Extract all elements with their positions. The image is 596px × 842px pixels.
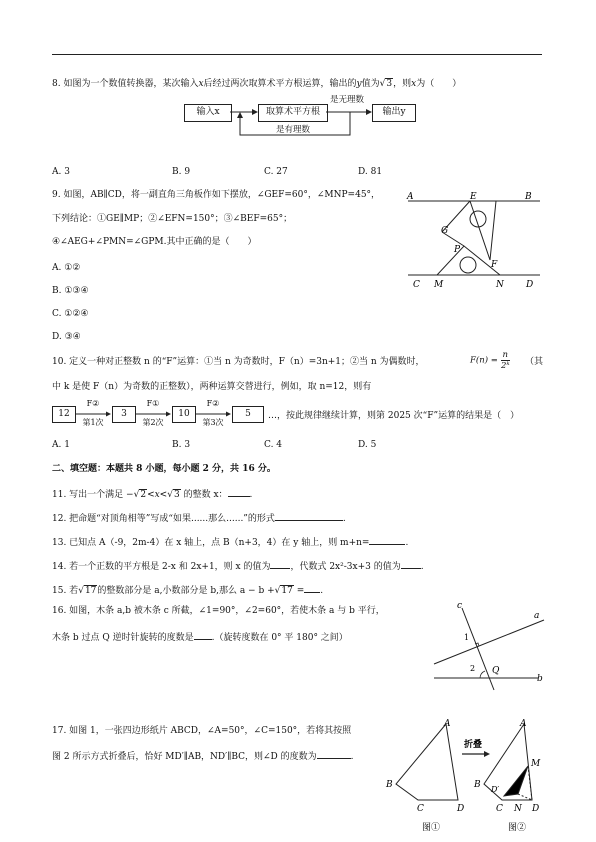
q10-line2: 中 k 是使 F（n）为奇数的正整数），两种运算交替进行，例如，取 n=12，则有 <box>52 382 372 392</box>
q11: 11. 写出一个满足 −√2<x<√3 的整数 x： . <box>52 486 252 501</box>
chain-step-2: 第2次 <box>142 418 164 427</box>
q16-line1: 16. 如图，木条 a,b 被木条 c 所截，∠1=90°，∠2=60°，若使木条 a 与 b 平行， <box>52 606 385 616</box>
q16-label-q: Q <box>492 666 500 676</box>
q9-option-a: A. ①② <box>52 263 81 273</box>
q9-label-e: E <box>470 192 477 202</box>
q15: 15. 若√17的整数部分是 a,小数部分是 b,那么 a − b +√17 = . <box>52 582 323 597</box>
q13-text: 13. 已知点 A（-9，2m-4）在 x 轴上，点 B（n+3，4）在 y 轴上，则 m+n= <box>52 538 370 548</box>
q17-period: . <box>350 752 354 762</box>
q9-line2: 下列结论：①GE∥MP；②∠EFN=150°；③∠BEF=65°； <box>52 214 293 224</box>
q16-label-c: c <box>457 601 463 611</box>
q15-text-b: 的整数部分是 a,小数部分是 b,那么 a − b + <box>97 586 275 596</box>
fig2-label-m: M <box>531 759 541 769</box>
q12-answer-blank[interactable] <box>275 510 343 521</box>
q10-line1-tail: （其 <box>525 357 544 367</box>
fig2-label-a: A <box>520 719 527 729</box>
q13-period: . <box>405 538 409 548</box>
chain-value-4: 5 <box>232 406 264 423</box>
q9-label-n: N <box>496 280 504 290</box>
q14-text-a: 14. 若一个正数的平方根是 2-x 和 2x+1，则 x 的值为 <box>52 562 271 572</box>
fold-arrow-icon <box>484 751 490 757</box>
q9-figure <box>404 188 544 292</box>
flow-irrational-label: 是无理数 <box>330 95 365 105</box>
q8-stem: 8. 如图为一个数值转换器，某次输入x后经过两次取算术平方根运算，输出的y值为√3，则x为（ ） <box>52 79 462 89</box>
fig2-label-n: N <box>514 804 522 814</box>
fig2-label-dprime: D′ <box>491 785 500 794</box>
q15-sqrt-1: 17 <box>84 586 97 596</box>
flow-input-box: 输入x <box>184 104 232 122</box>
q11-text-a: 11. 写出一个满足 − <box>52 490 134 500</box>
q9-label-m: M <box>434 280 444 290</box>
fig2-caption: 图② <box>508 823 527 833</box>
q9-label-a: A <box>407 192 414 202</box>
q17-line1: 17. 如图 1，一张四边形纸片 ABCD，∠A=50°，∠C=150°，若将其按照 <box>52 726 352 736</box>
q17-answer-blank[interactable] <box>317 748 351 759</box>
q8-text-e: 为（ ） <box>416 79 462 89</box>
q8-option-b: B. 9 <box>172 167 191 177</box>
q10-formula-lhs: F(n) = <box>470 355 498 366</box>
q11-text-c: 的整数 x： <box>180 490 228 500</box>
q11-sqrt-2: 3 <box>173 490 180 500</box>
q16-label-a: a <box>534 611 540 621</box>
fig2-label-d: D <box>532 804 540 814</box>
q8-var-x2: x <box>411 79 417 89</box>
q10-option-b: B. 3 <box>172 440 191 450</box>
q16-figure <box>420 598 546 692</box>
q12-text: 12. 把命题“对顶角相等”写成“如果......那么......”的形式 <box>52 514 275 524</box>
q10-option-d: D. 5 <box>358 440 377 450</box>
q13-answer-blank[interactable] <box>369 534 405 545</box>
q8-text-d: ，则 <box>393 79 412 89</box>
q10-formula-num: n <box>502 350 509 360</box>
q16-label-1: 1 <box>464 633 470 642</box>
q15-text-a: 15. 若 <box>52 586 79 596</box>
chain-value-2: 3 <box>112 406 136 423</box>
fig2-label-b: B <box>474 780 481 790</box>
q9-label-f: F <box>491 260 498 270</box>
q10-line1-text: 10. 定义一种对正整数 n 的“F”运算：①当 n 为奇数时，F（n）=3n+1；②当 n 为偶数时， <box>52 357 425 367</box>
chain-op-1: F② <box>86 399 100 408</box>
chain-arrows <box>74 406 234 422</box>
flow-process-box: 取算术平方根 <box>258 104 328 122</box>
q8-option-d: D. 81 <box>358 167 383 177</box>
q9-label-g: G <box>441 226 449 236</box>
chain-op-3: F② <box>206 399 220 408</box>
q12-period: . <box>342 514 346 524</box>
q16-label-2: 2 <box>470 664 476 673</box>
header-rule <box>52 54 542 55</box>
q17-line2 <box>52 748 354 763</box>
flow-arrows <box>180 100 420 140</box>
flow-rational-label: 是有理数 <box>276 125 311 135</box>
q9-line3: ④∠AEG+∠PMN=∠GPM.其中正确的是（ ） <box>52 237 257 247</box>
q10-chain-tail: …，按此规律继续计算，则第 2025 次“F”运算的结果是（ ） <box>268 411 520 421</box>
fig1-label-d: D <box>457 804 465 814</box>
q9-option-b: B. ①③④ <box>52 286 89 296</box>
q16-label-b: b <box>537 674 543 684</box>
q16-answer-blank[interactable] <box>194 629 212 640</box>
chain-op-2: F① <box>146 399 160 408</box>
chain-step-1: 第1次 <box>82 418 104 427</box>
q15-sqrt-2: 17 <box>281 586 293 596</box>
q11-text-b: <x< <box>147 490 168 500</box>
q14-answer-blank-2[interactable] <box>401 558 421 569</box>
q8-text-c: 值为 <box>361 79 380 89</box>
chain-value-3: 10 <box>172 406 196 423</box>
q14 <box>52 558 424 573</box>
q10-option-c: C. 4 <box>264 440 283 450</box>
q16-text-a: 木条 b 过点 Q 逆时针旋转的度数是 <box>52 633 194 643</box>
q9-label-b: B <box>525 192 532 202</box>
q9-option-d: D. ③④ <box>52 332 81 342</box>
q9-line1: 9. 如图，AB∥CD，将一副直角三角板作如下摆放，∠GEF=60°，∠MNP=45°， <box>52 190 381 200</box>
q8-option-a: A. 3 <box>52 167 70 177</box>
q14-period: . <box>420 562 424 572</box>
section-fill-in-title: 二、填空题：本题共 8 小题，每小题 2 分，共 16 分。 <box>52 464 276 474</box>
q14-answer-blank-1[interactable] <box>270 558 290 569</box>
q17-figure <box>384 716 546 838</box>
q11-period: . <box>249 490 253 500</box>
q10-line1 <box>52 356 425 368</box>
q15-answer-blank[interactable] <box>304 582 320 593</box>
q10-formula <box>470 350 510 371</box>
q9-label-d: D <box>526 280 534 290</box>
q16-line2 <box>52 629 348 644</box>
chain-value-1: 12 <box>52 406 76 423</box>
q9-label-c: C <box>413 280 420 290</box>
fig1-label-a: A <box>444 719 451 729</box>
q8-var-y: y <box>356 79 362 89</box>
fig1-label-b: B <box>386 780 393 790</box>
fold-label: 折叠 <box>464 740 483 750</box>
q10-formula-den: 2ᵏ <box>501 361 510 371</box>
q14-text-b: ，代数式 2x²-3x+3 的值为 <box>290 562 401 572</box>
fig2-label-c: C <box>496 804 503 814</box>
fig1-label-c: C <box>417 804 424 814</box>
q9-option-c: C. ①②④ <box>52 309 89 319</box>
q15-period: . <box>320 586 324 596</box>
q10-formula-fraction <box>501 350 510 371</box>
flow-output-box: 输出y <box>372 104 416 122</box>
q16-text-b: .（旋转度数在 0° 平 180° 之间） <box>211 633 348 643</box>
q13 <box>52 534 408 549</box>
q15-text-c: = <box>293 586 305 596</box>
fig1-caption: 图① <box>422 823 441 833</box>
q8-text-a: 8. 如图为一个数值转换器，某次输入 <box>52 79 199 89</box>
q10-option-a: A. 1 <box>52 440 70 450</box>
q8-option-c: C. 27 <box>264 167 288 177</box>
q9-label-p: P <box>454 245 461 255</box>
q17-text-a: 图 2 所示方式折叠后，恰好 MD′∥AB，ND′∥BC，则∠D 的度数为 <box>52 752 317 762</box>
q8-text-b: 后经过两次取算术平方根运算，输出的 <box>203 79 357 89</box>
q8-var-x: x <box>198 79 204 89</box>
chain-step-3: 第3次 <box>202 418 224 427</box>
q11-sqrt-1: 2 <box>140 490 147 500</box>
q11-answer-blank[interactable] <box>228 486 250 497</box>
q12 <box>52 510 346 525</box>
q8-sqrt-value: 3 <box>386 79 393 89</box>
